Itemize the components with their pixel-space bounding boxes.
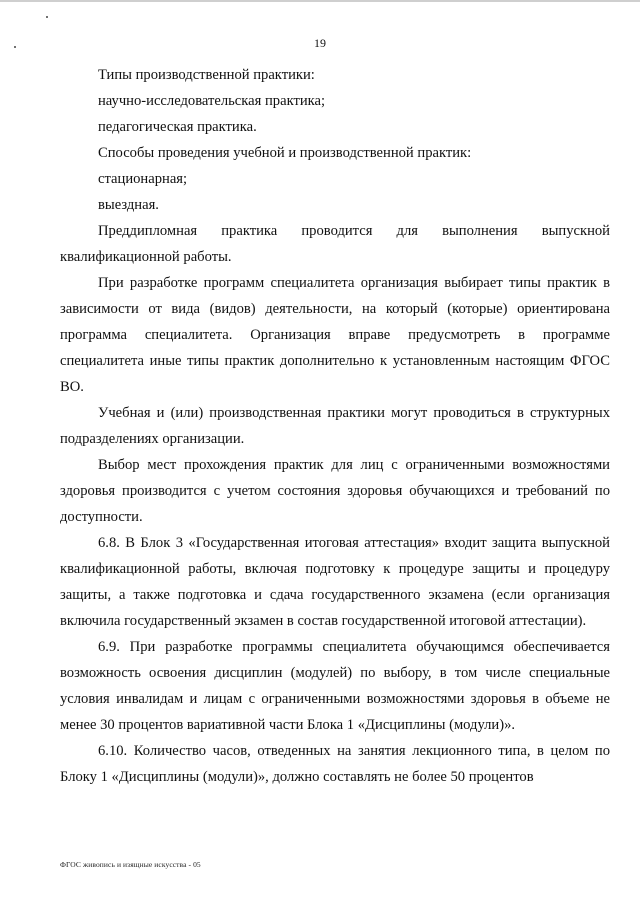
paragraph: Выбор мест прохождения практик для лиц с ограниченными возможностями здоровья производится с учетом состояния здоровья обучающихся и требований по доступности. xyxy=(60,457,610,525)
paragraph: научно-исследовательская практика; xyxy=(98,93,326,109)
footer-label: ФГОС живопись и изящные искусства - 05 xyxy=(60,860,201,869)
scan-speck xyxy=(46,16,48,18)
paragraph: Типы производственной практики: xyxy=(98,67,315,83)
paragraph: педагогическая практика. xyxy=(98,119,257,135)
document-body xyxy=(60,62,610,790)
paragraph: выездная. xyxy=(98,197,159,213)
paragraph: 6.9. При разработке программы специалитета обучающимся обеспечивается возможность освоения дисциплин (модулей) по выбору, в том числе специальные условия инвалидам и лицам с ограниченными возможностями здоровья в объеме не менее 30 процентов вариативной части Блока 1 «Дисциплины (модули)». xyxy=(60,639,610,733)
paragraph: стационарная; xyxy=(98,171,188,187)
paragraph: Учебная и (или) производственная практики могут проводиться в структурных подразделениях организации. xyxy=(60,405,610,447)
paragraph: При разработке программ специалитета организация выбирает типы практик в зависимости от вида (видов) деятельности, на который (которые) ориентирована программа специалитета. Организация вправе предусмотреть в программе специалитета иные типы практик дополнительно к установленным настоящим ФГОС ВО. xyxy=(60,275,610,395)
paragraph: Способы проведения учебной и производственной практик: xyxy=(98,145,472,161)
page-number: 19 xyxy=(314,36,326,50)
page-top-edge xyxy=(0,0,640,2)
paragraph: Преддипломная практика проводится для выполнения выпускной квалификационной работы. xyxy=(60,223,610,265)
paragraph: 6.10. Количество часов, отведенных на занятия лекционного типа, в целом по Блоку 1 «Дисциплины (модули)», должно составлять не более 50 процентов xyxy=(60,743,610,785)
paragraph: 6.8. В Блок 3 «Государственная итоговая аттестация» входит защита выпускной квалификационной работы, включая подготовку к процедуре защиты и процедуру защиты, а также подготовка и сдача государственного экзамена (если организация включила государственный экзамен в состав государственной итоговой аттестации). xyxy=(60,535,610,629)
